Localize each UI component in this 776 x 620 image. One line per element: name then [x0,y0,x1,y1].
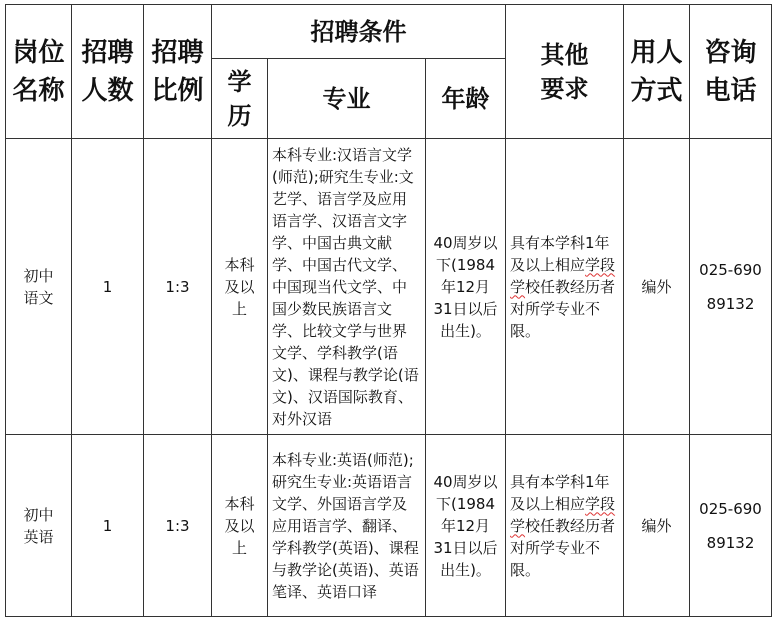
cell-employment: 编外 [624,435,690,617]
cell-age: 40周岁以下(1984年12月31日以后出生)。 [426,139,506,435]
header-education: 学历 [212,59,268,139]
cell-major: 本科专业:汉语言文学(师范);研究生专业:文艺学、语言学及应用语言学、汉语言文字学、中国古典文献学、中国古代文学、中国现当代文学、中国少数民族语言文学、比较文学与世界文学、学科教学(语文)、课程与教学论(语文)、汉语国际教育、对外汉语 [268,139,426,435]
cell-ratio: 1:3 [144,139,212,435]
other-text-pre: 具有本学科1年及以上相应 [510,233,610,274]
other-text-post: 校任教经历者对所学专业不限。 [510,277,616,340]
cell-major: 本科专业:英语(师范);研究生专业:英语语言文学、外国语言学及应用语言学、翻译、学科教学(英语)、课程与教学论(英语)、英语笔译、英语口译 [268,435,426,617]
header-phone: 咨询电话 [690,5,772,139]
other-text-post: 校任教经历者对所学专业不限。 [510,516,616,579]
header-age: 年龄 [426,59,506,139]
cell-count: 1 [72,435,144,617]
header-other: 其他要求 [506,5,624,139]
cell-phone: 025-69089132 [690,435,772,617]
cell-other [506,139,624,435]
cell-count: 1 [72,139,144,435]
cell-education: 本科及以上 [212,139,268,435]
cell-ratio: 1:3 [144,435,212,617]
table-row [6,139,772,435]
header-conditions: 招聘条件 [212,5,506,59]
cell-education: 本科及以上 [212,435,268,617]
header-count: 招聘人数 [72,5,144,139]
cell-age: 40周岁以下(1984年12月31日以后出生)。 [426,435,506,617]
cell-position: 初中英语 [6,435,72,617]
spellcheck-underline: 学段学 [510,494,616,535]
other-text-pre: 具有本学科1年及以上相应 [510,472,610,513]
header-row-top [6,5,772,59]
cell-other [506,435,624,617]
header-employment: 用人方式 [624,5,690,139]
cell-phone: 025-69089132 [690,139,772,435]
spellcheck-underline: 学段学 [510,255,616,296]
recruitment-table-wrapper [5,4,772,617]
recruitment-table [5,4,772,617]
header-major: 专业 [268,59,426,139]
table-row [6,435,772,617]
cell-employment: 编外 [624,139,690,435]
cell-position: 初中语文 [6,139,72,435]
header-position: 岗位名称 [6,5,72,139]
header-ratio: 招聘比例 [144,5,212,139]
